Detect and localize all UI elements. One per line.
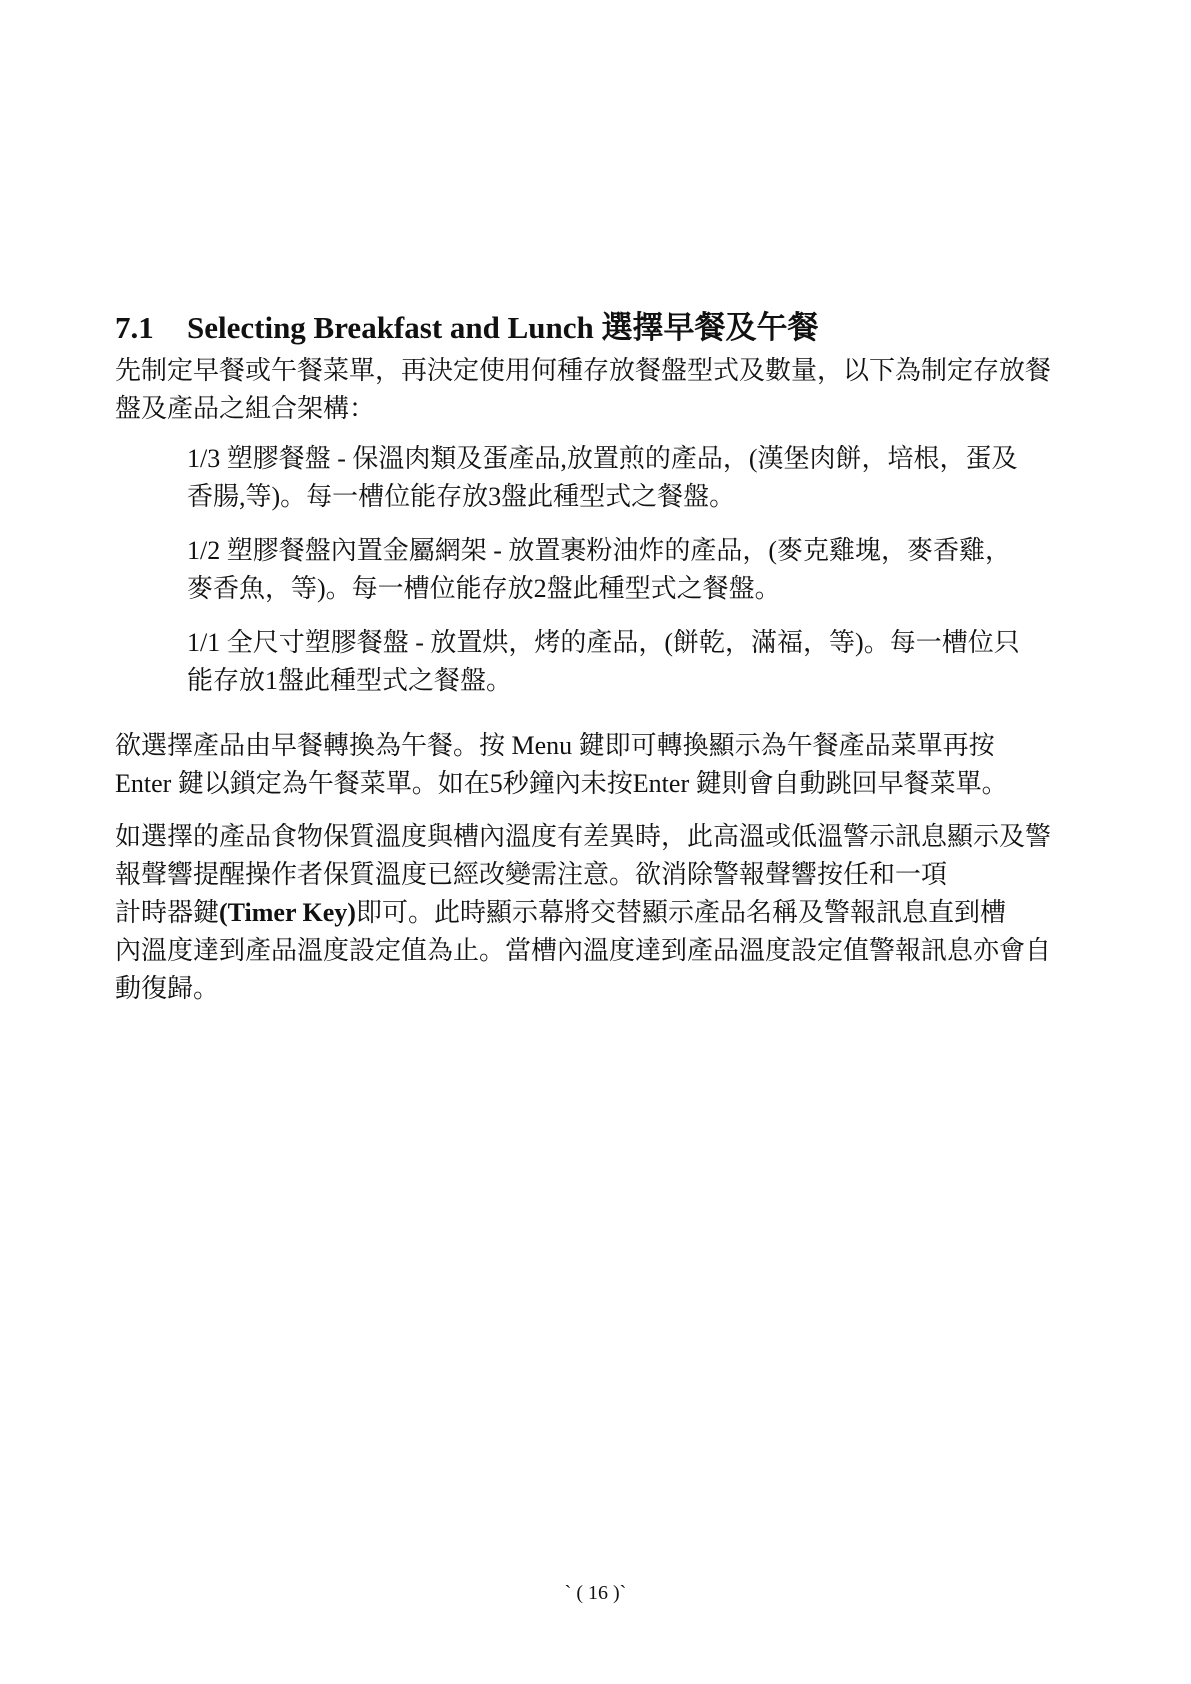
list-item-line: 香腸,等)。每一槽位能存放3盤此種型式之餐盤。 (187, 482, 736, 511)
list-item-line: 能存放1盤此種型式之餐盤。 (187, 666, 513, 695)
list-item-line: 1/1 全尺寸塑膠餐盤 - 放置烘，烤的產品，(餅乾，滿福，等)。每一槽位只 (187, 628, 1020, 657)
switch-line: Enter 鍵以鎖定為午餐菜單。如在5秒鐘內未按Enter 鍵則會自動跳回早餐菜單。 (115, 769, 1008, 798)
switch-line: 欲選擇產品由早餐轉換為午餐。按 Menu 鍵即可轉換顯示為午餐產品菜單再按 (115, 731, 995, 760)
alarm-paragraph (115, 818, 1125, 1008)
section-title: Selecting Breakfast and Lunch 選擇早餐及午餐 (187, 310, 819, 345)
intro-line: 先制定早餐或午餐菜單，再決定使用何種存放餐盤型式及數量，以下為制定存放餐 (115, 356, 1052, 385)
list-item-line: 麥香魚，等)。每一槽位能存放2盤此種型式之餐盤。 (187, 574, 781, 603)
alarm-line-pre: 計時器鍵 (115, 898, 220, 927)
switch-paragraph (115, 727, 1125, 803)
section-number: 7.1 (115, 310, 154, 345)
list-item (187, 624, 1107, 700)
alarm-line: 動復歸。 (115, 974, 220, 1003)
list-item (187, 440, 1107, 516)
list-item-line: 1/3 塑膠餐盤 - 保溫肉類及蛋產品,放置煎的產品，(漢堡肉餅，培根，蛋及 (187, 444, 1018, 473)
alarm-line-post: 即可。此時顯示幕將交替顯示產品名稱及警報訊息直到槽 (355, 898, 1006, 927)
intro-line: 盤及產品之組合架構： (115, 394, 376, 423)
alarm-line: 報聲響提醒操作者保質溫度已經改變需注意。欲消除警報聲響按任和一項 (115, 860, 948, 889)
alarm-line: 如選擇的產品食物保質溫度與槽內溫度有差異時，此高溫或低溫警示訊息顯示及警 (115, 822, 1052, 851)
section-heading (115, 308, 1115, 348)
intro-paragraph (115, 352, 1125, 428)
alarm-line (115, 894, 1125, 932)
timer-key-label: (Timer Key) (219, 898, 356, 927)
list-item (187, 532, 1107, 608)
alarm-line: 內溫度達到產品溫度設定值為止。當槽內溫度達到產品溫度設定值警報訊息亦會自 (115, 936, 1052, 965)
page-number: ` ( 16 )` (564, 1582, 627, 1604)
list-item-line: 1/2 塑膠餐盤內置金屬網架 - 放置裹粉油炸的產品，(麥克雞塊，麥香雞， (187, 536, 1012, 565)
